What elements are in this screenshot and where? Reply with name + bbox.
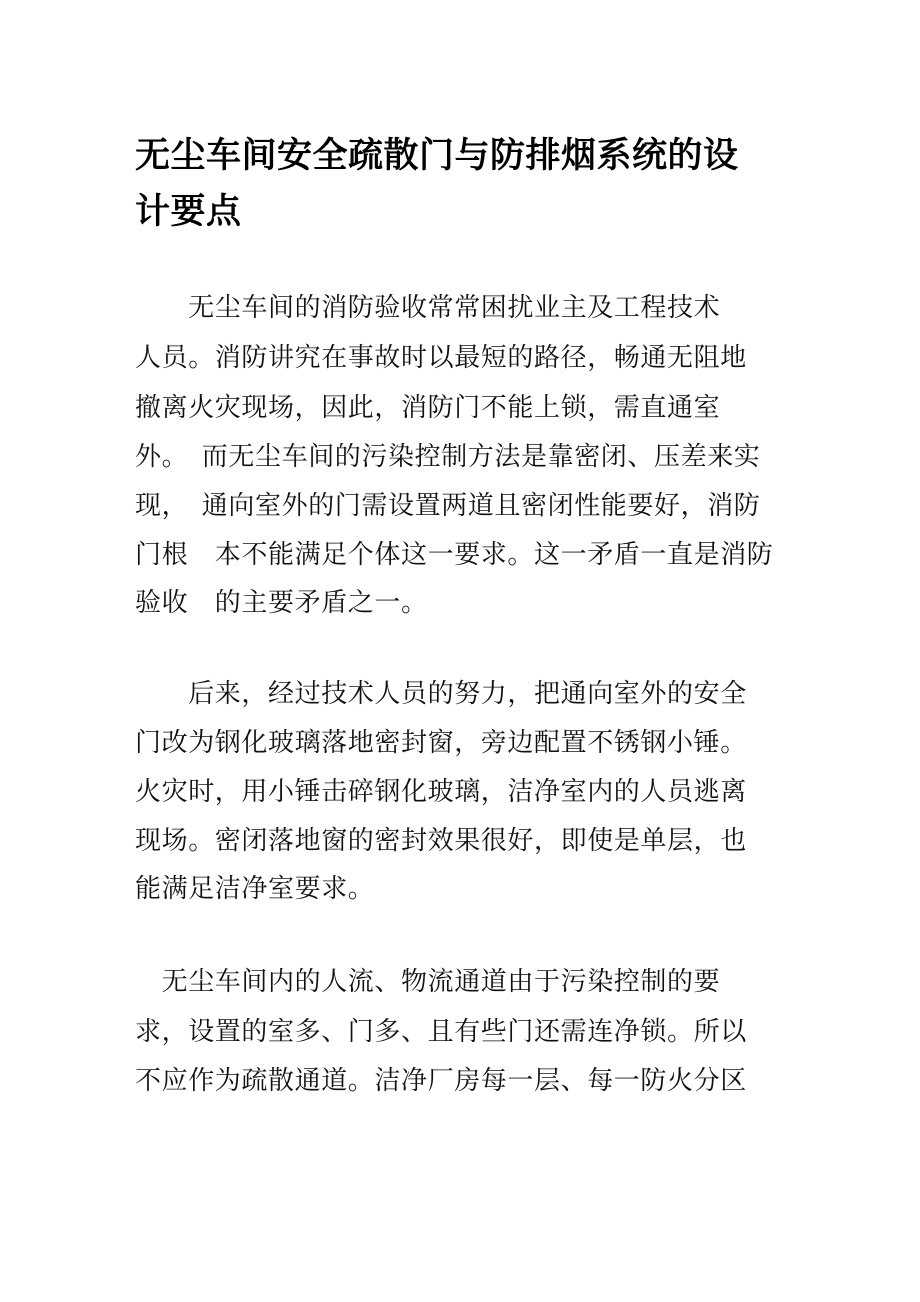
paragraph-1-line: 人员。消防讲究在事故时以最短的路径，畅通无阻地	[135, 343, 747, 373]
paragraph-2-line: 能满足洁净室要求。	[135, 874, 375, 904]
document-title	[135, 128, 795, 240]
paragraph-1-line: 撤离火灾现场，因此，消防门不能上锁，需直通室	[135, 393, 721, 423]
paragraph-3-line: 无尘车间内的人流、物流通道由于污染控制的要	[135, 967, 721, 997]
paragraph-2-line: 门改为钢化玻璃落地密封窗，旁边配置不锈钢小锤。	[135, 728, 747, 758]
paragraph-1-line: 门根 本不能满足个体这一要求。这一矛盾一直是消防	[135, 540, 774, 570]
paragraph-1-line: 外。 而无尘车间的污染控制方法是靠密闭、压差来实	[135, 442, 761, 472]
title-line-1: 无尘车间安全疏散门与防排烟系统的设	[135, 136, 739, 176]
title-line-2: 计要点	[135, 192, 242, 232]
paragraph-3-line: 求，设置的室多、门多、且有些门还需连净锁。所以	[135, 1017, 747, 1047]
paragraph-2-line: 后来，经过技术人员的努力，把通向室外的安全	[135, 679, 747, 709]
paragraph-1-line: 验收 的主要矛盾之一。	[135, 588, 428, 618]
paragraph-1-line: 无尘车间的消防验收常常困扰业主及工程技术	[135, 293, 721, 323]
paragraph-1-line: 现， 通向室外的门需设置两道且密闭性能要好，消防	[135, 491, 761, 521]
paragraph-2-line: 现场。密闭落地窗的密封效果很好，即使是单层，也	[135, 826, 747, 856]
paragraph-2-line: 火灾时，用小锤击碎钢化玻璃，洁净室内的人员逃离	[135, 777, 747, 807]
paragraph-3-line: 不应作为疏散通道。洁净厂房每一层、每一防火分区	[135, 1066, 747, 1096]
